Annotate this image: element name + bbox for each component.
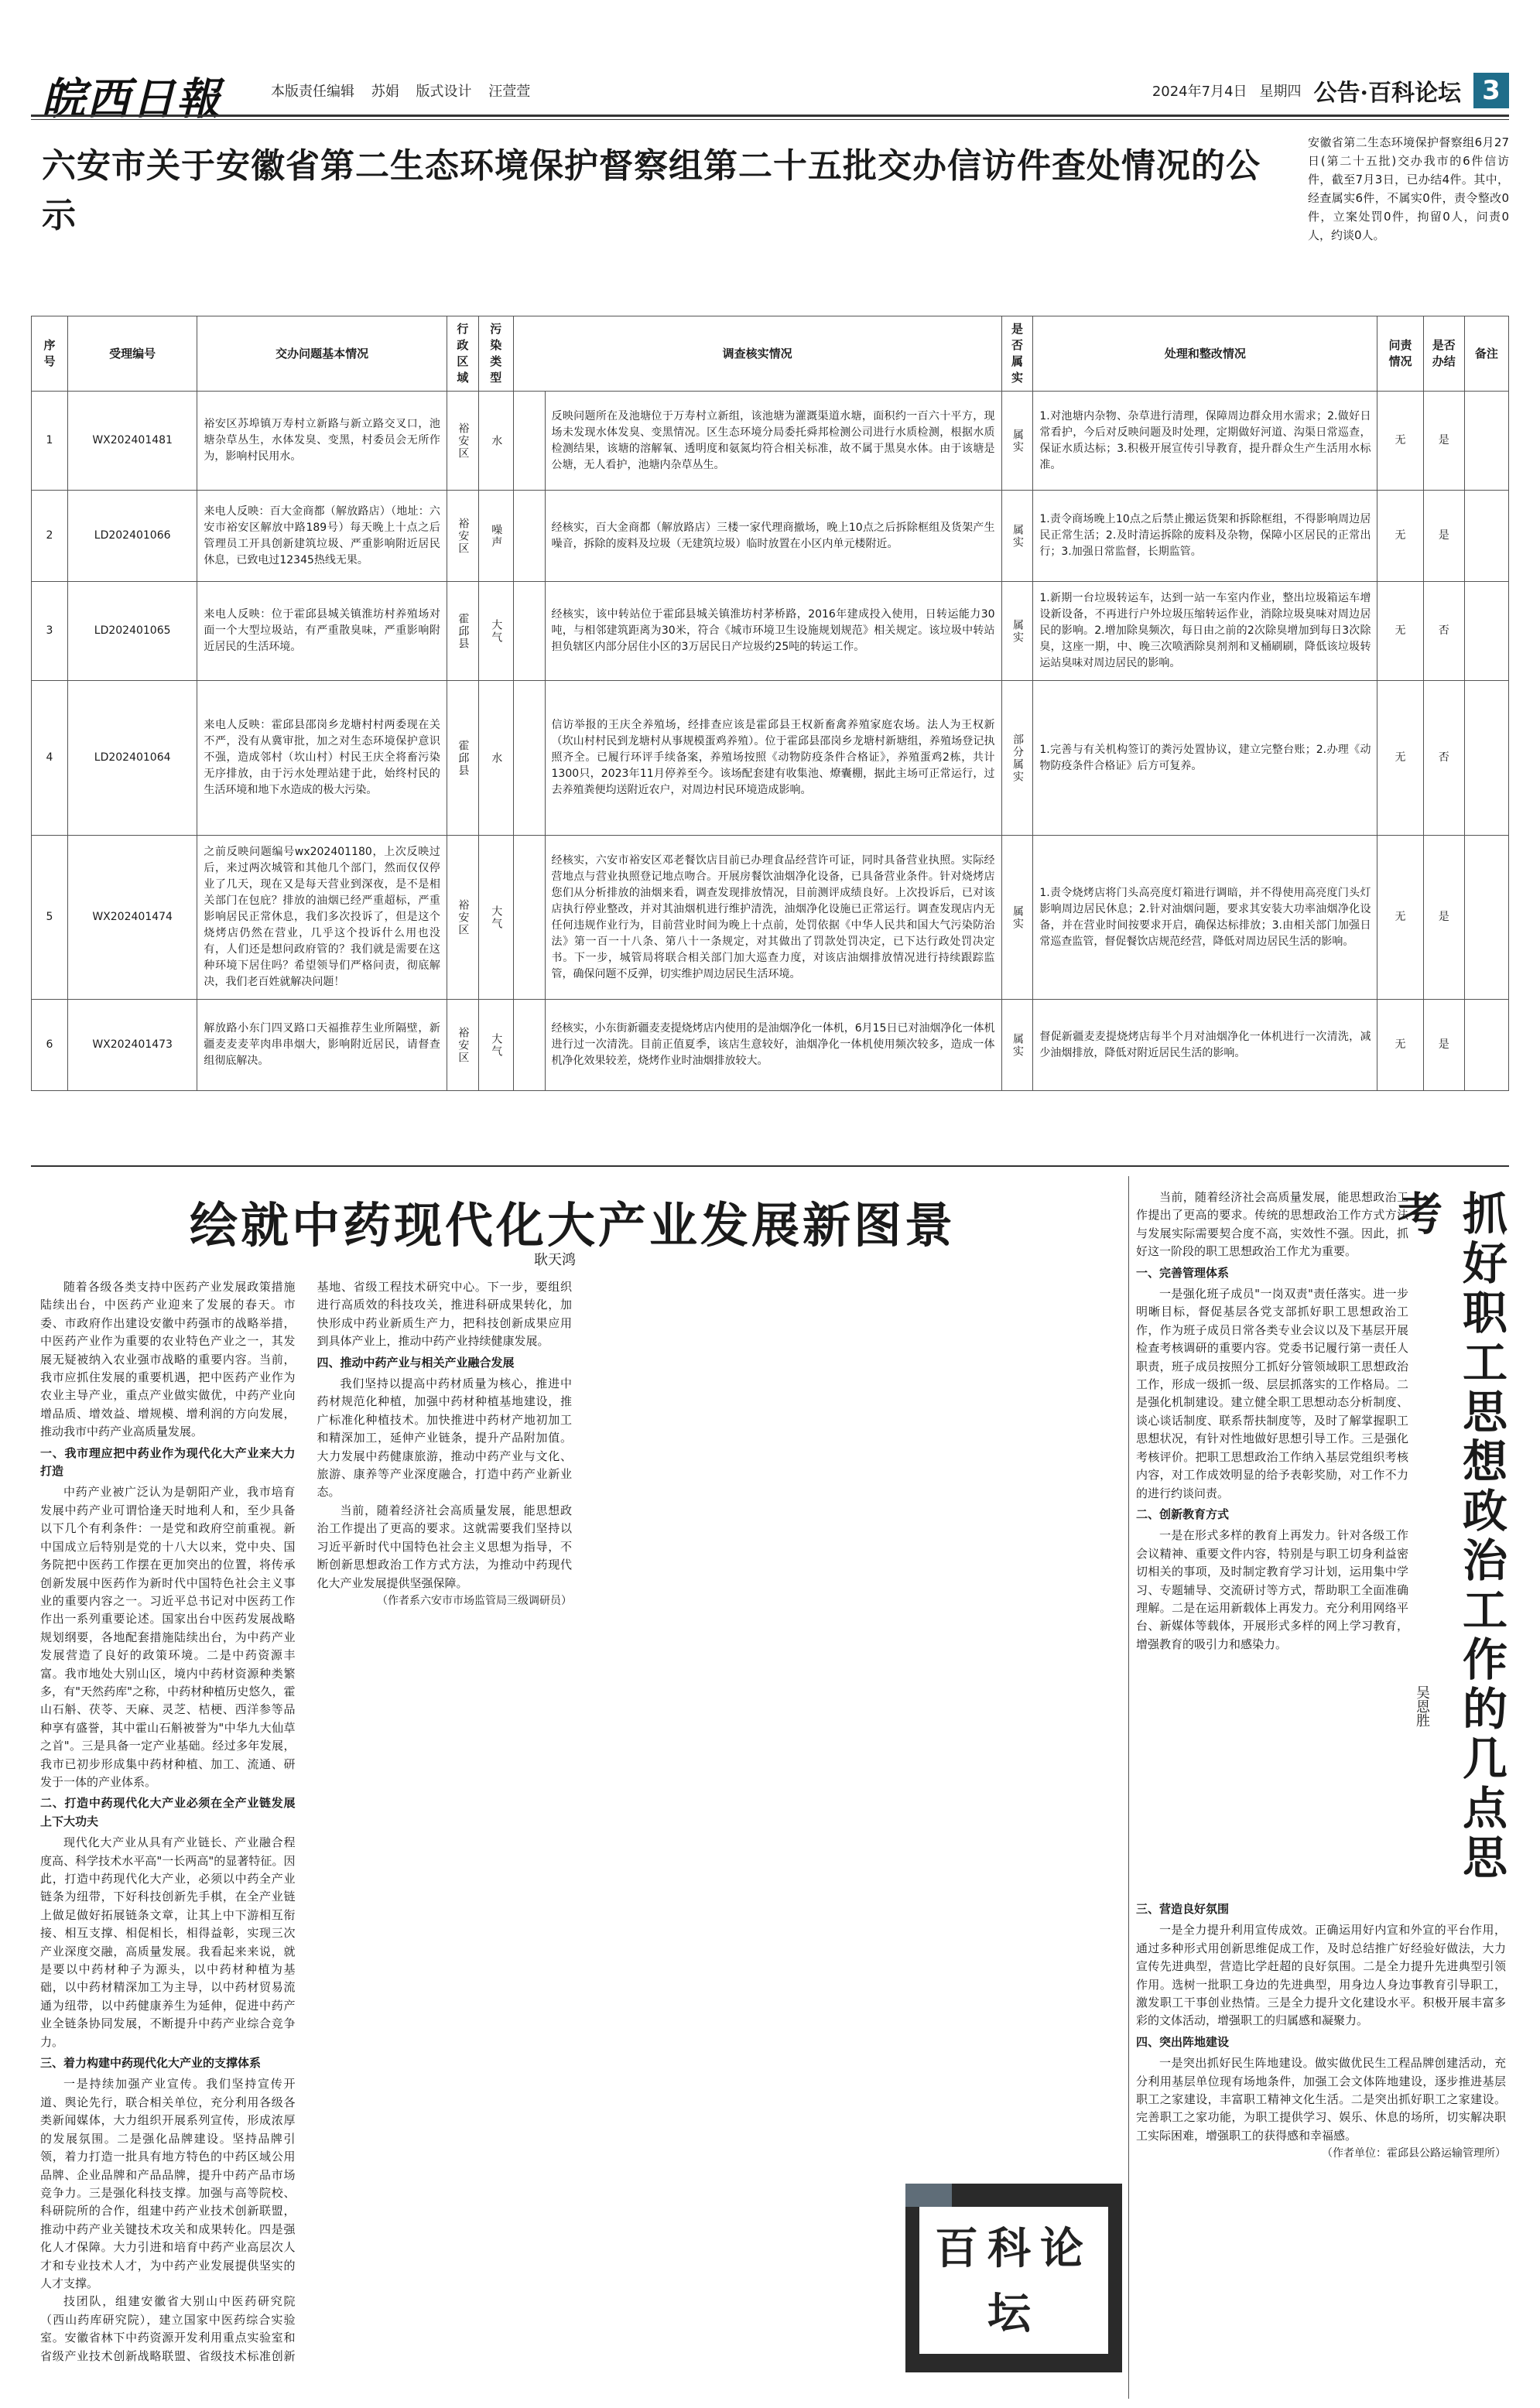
blank-cell (513, 392, 545, 491)
badge-label: 百科论坛 (919, 2207, 1108, 2354)
col-header: 问责情况 (1377, 316, 1423, 392)
col-header: 处理和整改情况 (1033, 316, 1377, 392)
accountability-cell: 无 (1377, 582, 1423, 681)
article-headline-vertical: 抓好职工思想政治工作的几点思考 (1390, 1190, 1507, 1883)
article-subheading: 三、营造良好氛围 (1136, 1902, 1230, 1916)
tracking-code: WX202401473 (67, 1000, 197, 1091)
investigation-text: 经核实，百大金商都（解放路店）三楼一家代理商撤场，晚上10点之后拆除框组及货架产生噪音，拆除的废料及垃圾（无建筑垃圾）临时放置在小区内单元楼附近。 (545, 491, 1001, 582)
issue-description: 来电人反映：百大金商都（解放路店）（地址：六安市裕安区解放中路189号）每天晚上十点之后管理员工开具创新建筑垃圾、严重影响附近居民休息，已致电过12345热线无果。 (197, 491, 447, 582)
notice-title: 六安市关于安徽省第二生态环境保护督察组第二十五批交办信访件查处情况的公示 (42, 146, 1261, 235)
notice-intro: 安徽省第二生态环境保护督察组6月27日(第二十五批)交办我市的6件信访件，截至7月3日，已办结4件。其中，经查属实6件，不属实0件，责令整改0件，立案处罚0件，拘留0人，问责0人，约谈0人。 (1308, 135, 1509, 242)
article-headline: 绘就中药现代化大产业发展新图景 (189, 1197, 956, 1254)
action-text: 1.对池塘内杂物、杂草进行清理，保障周边群众用水需求；2.做好日常看护，今后对反映问题及时处理，定期做好河道、沟渠日常巡查，保证水质达标；3.积极开展宣传引导教育，提升群众生产生活用水标准。 (1033, 392, 1377, 491)
issue-date: 2024年7月4日 (1152, 84, 1247, 100)
investigation-text: 经核实，六安市裕安区邓老餐饮店目前已办理食品经营许可证，同时具备营业执照。实际经营地点与营业执照登记地点吻合。开展房餐饮油烟净化设备，已具备营业条件。针对烧烤店您们从分析排放的油烟来看，调查发现排放情况，目前测评成绩良好。上次投诉后，已对该店执行停业整改，并对其油烟机进行维护清洗，油烟净化设施已正常运行。调查发现店内无任何违规作业行为，目前营业时间为晚上十点前，处罚依据《中华人民共和国大气污染防治法》第一百一十八条、第八十一条规定，对其做出了罚款处罚决定，已下达行政处罚决定书。下一步，城管局将联合相关部门加大巡查力度，对该店油烟排放情况进行持续跟踪监管，确保问题不反弹，切实维护周边居民生活环境。 (545, 836, 1001, 1000)
article-author: 耿天鸿 (534, 1252, 576, 1268)
investigation-text: 信访举报的王庆全养殖场，经排查应该是霍邱县王权新畜禽养殖家庭农场。法人为王权新（坎山村村民到龙塘村从事规模蛋鸡养殖）。位于霍邱县邵岗乡龙塘村新塘组，养殖场登记执照齐全。已履行环评手续备案，养殖场按照《动物防疫条件合格证》，养殖蛋鸡2栋，共计1300只，2023年11月停养至今。该场配套建有收集池、燎囊棚，据此主场可正常运行，过去养殖粪便均送附近农户，对周边村民环境造成影响。 (545, 681, 1001, 836)
completed-cell: 否 (1423, 681, 1464, 836)
newspaper-logo: 皖西日報 (42, 74, 221, 125)
table-row (32, 1000, 1509, 1091)
masthead-rule (31, 115, 1509, 120)
page-number-badge: 3 (1473, 73, 1509, 108)
verified-flag: 属实 (1001, 582, 1033, 681)
pollution-type: 大气 (478, 582, 513, 681)
article-subheading: 三、着力构建中药现代化大产业的支撑体系 (40, 2056, 262, 2071)
page-header-right (1152, 73, 1509, 108)
accountability-cell: 无 (1377, 491, 1423, 582)
pollution-type: 水 (478, 392, 513, 491)
complaint-table (31, 316, 1509, 1091)
article-body-bottom (1136, 1897, 1506, 2163)
article-paragraph: 一是强化班子成员"一岗双责"责任落实。进一步明晰目标，督促基层各党支部抓好职工思想政治工作，作为班子成员日常各类专业会议以及下基层开展检查考核调研的重要内容。党委书记履行第一责任人职责，班子成员按照分工抓好分管领域职工思想政治工作，形成一级抓一级、层层抓落实的工作格局。二是强化机制建设。建立健全职工思想动态分析制度、谈心谈话制度、联系帮扶制度等，及时了解掌握职工思想状况，有针对性地做好思想引导工作。三是强化考核评价。把职工思想政治工作纳入基层党组织考核内容，对工作成效明显的给予表彰奖励，对工作不力的进行约谈问责。 (1136, 1287, 1408, 1500)
remark-cell (1464, 836, 1508, 1000)
accountability-cell: 无 (1377, 836, 1423, 1000)
action-text: 督促新疆麦麦提烧烤店每半个月对油烟净化一体机进行一次清洗，减少油烟排放，降低对附近居民生活的影响。 (1033, 1000, 1377, 1091)
table-header-row (32, 316, 1509, 392)
column-divider (1128, 1176, 1129, 2399)
article-subheading: 四、推动中药产业与相关产业融合发展 (317, 1355, 515, 1370)
article-subheading: 二、打造中药现代化大产业必须在全产业链发展上下大功夫 (40, 1796, 296, 1828)
col-header: 交办问题基本情况 (197, 316, 447, 392)
article-byline: （作者单位：霍邱县公路运输管理所） (1322, 2147, 1506, 2160)
pollution-type: 水 (478, 681, 513, 836)
issue-weekday: 星期四 (1259, 84, 1302, 100)
article-paragraph: 当前，随着经济社会高质量发展，能思想政治工作提出了更高的要求。这就需要我们坚持以习近平新时代中国特色社会主义思想为指导，不断创新思想政治工作方式方法，为推动中药现代化大产业发展提供坚强保障。 (317, 1503, 572, 1590)
remark-cell (1464, 681, 1508, 836)
article-paragraph: 当前，随着经济社会高质量发展，能思想政治工作提出了更高的要求。传统的思想政治工作方式方法与发展实际需要契合度不高，实效性不强。因此，抓好这一阶段的职工思想政治工作尤为重要。 (1136, 1190, 1408, 1259)
col-header: 是否办结 (1423, 316, 1464, 392)
region-cell: 霍邱县 (447, 582, 478, 681)
completed-cell: 是 (1423, 491, 1464, 582)
verified-flag: 属实 (1001, 1000, 1033, 1091)
verified-flag: 属实 (1001, 392, 1033, 491)
article-paragraph: 一是持续加强产业宣传。我们坚持宣传开道、舆论先行，联合相关单位，充分利用各级各类新闻媒体，大力组织开展系列宣传，形成浓厚的发展氛围。二是强化品牌建设。坚持品牌引领，着力打造一批具有地方特色的中药区域公用品牌、企业品牌和产品品牌，提升中药产品市场竞争力。三是强化科技支撑。加强与高等院校、科研院所的合作，组建中药产业技术创新联盟，推动中药产业关键技术攻关和成果转化。四是强化人才保障。大力引进和培育中药产业高层次人才和专业技术人才，为中药产业发展提供坚实的人才支撑。 (40, 2077, 296, 2290)
remark-cell (1464, 1000, 1508, 1091)
tracking-code: LD202401066 (67, 491, 197, 582)
badge-corner (905, 2184, 952, 2207)
accountability-cell: 无 (1377, 1000, 1423, 1091)
issue-description: 之前反映问题编号wx202401180，上次反映过后，来过两次城管和其他几个部门，然而仅仅停业了几天，现在又是每天营业到深夜，是不是相关部门在包庇？排放的油烟已经严重超标，严重影响居民正常休息，我们多次投诉了，但是这个烧烤店仍然在营业，几乎这个投诉什么用也没有，人们还是想问政府管的？我们就是需要在这种环境下居住吗？希望领导们严格问责，彻底解决，我们老百姓就解决问题！ (197, 836, 447, 1000)
row-number: 4 (32, 681, 68, 836)
article-paragraph: 中药产业被广泛认为是朝阳产业，我市培育发展中药产业可谓恰逢天时地利人和，至少具备以下几个有利条件：一是党和政府空前重视。新中国成立后特别是党的十八大以来，党中央、国务院把中医药工作摆在更加突出的位置，将传承创新发展中医药作为新时代中国特色社会主义事业的重要内容之一。习近平总书记对中医药工作作出一系列重要论述。国家出台中医药发展战略规划纲要，各地配套措施陆续出台，为中药产业发展营造了良好的政策环境。二是中药资源丰富。我市地处大别山区，境内中药材资源种类繁多，有"天然药库"之称，中药材种植历史悠久，霍山石斛、茯苓、天麻、灵芝、桔梗、西洋参等品种享有盛誉，其中霍山石斛被誉为"中华九大仙草之首"。三是具备一定产业基础。经过多年发展，我市已初步形成集中药材种植、加工、流通、研发于一体的产业体系。 (40, 1485, 296, 1789)
tracking-code: LD202401064 (67, 681, 197, 836)
table-row (32, 836, 1509, 1000)
row-number: 6 (32, 1000, 68, 1091)
completed-cell: 是 (1423, 836, 1464, 1000)
issue-description: 来电人反映：位于霍邱县城关镇淮坊村养殖场对面一个大型垃圾站，有严重散臭味，严重影响附近居民的生活环境。 (197, 582, 447, 681)
region-cell: 霍邱县 (447, 681, 478, 836)
col-header: 备注 (1464, 316, 1508, 392)
issue-description: 裕安区苏埠镇万寿村立新路与新立路交叉口，池塘杂草丛生，水体发臭、变黑，村委员会无所作为，影响村民用水。 (197, 392, 447, 491)
remark-cell (1464, 582, 1508, 681)
completed-cell: 否 (1423, 582, 1464, 681)
article-paragraph: 我们坚持以提高中药材质量为核心，推进中药材规范化种植，加强中药材种植基地建设，推广标准化种植技术。加快推进中药材产地初加工和精深加工，延伸产业链条，提升产品附加值。大力发展中药健康旅游，推动中药产业与文化、旅游、康养等产业深度融合，打造中药产业新业态。 (317, 1377, 572, 1500)
investigation-text: 经核实，该中转站位于霍邱县城关镇淮坊村茅桥路，2016年建成投入使用，日转运能力30吨，与相邻建筑距离为30米，符合《城市环境卫生设施规划规范》相关规定。该垃圾中转站担负辖区内部分居住小区的3万居民日产垃圾约25吨的转运工作。 (545, 582, 1001, 681)
tracking-code: WX202401474 (67, 836, 197, 1000)
blank-cell (513, 491, 545, 582)
article-paragraph: 一是在形式多样的教育上再发力。针对各级工作会议精神、重要文件内容，特别是与职工切身利益密切相关的事项，及时制定教育学习计划，运用集中学习、专题辅导、交流研讨等方式，帮助职工全面准确理解。二是在运用新载体上再发力。充分利用网络平台、新媒体等载体，开展形式多样的网上学习教育，增强教育的吸引力和感染力。 (1136, 1528, 1408, 1651)
row-number: 2 (32, 491, 68, 582)
tracking-code: LD202401065 (67, 582, 197, 681)
blank-cell (513, 1000, 545, 1091)
section-title: 公告·百科论坛 (1313, 80, 1461, 107)
accountability-cell: 无 (1377, 681, 1423, 836)
remark-cell (1464, 491, 1508, 582)
article-subheading: 二、创新教育方式 (1136, 1507, 1230, 1521)
article-paragraph: 一是突出抓好民生阵地建设。做实做优民生工程品牌创建活动，充分利用基层单位现有场地条件，加强工会文体阵地建设，逐步推进基层职工之家建设，丰富职工精神文化生活。二是突出抓好职工之家建设。完善职工之家功能，为职工提供学习、娱乐、休息的场所，切实解决职工实际困难，增强职工的获得感和幸福感。 (1136, 2056, 1506, 2143)
remark-cell (1464, 392, 1508, 491)
row-number: 1 (32, 392, 68, 491)
article-subheading: 一、我市理应把中药业作为现代化大产业来大力打造 (40, 1445, 296, 1479)
row-number: 3 (32, 582, 68, 681)
col-header: 行政区域 (447, 316, 478, 392)
pollution-type: 大气 (478, 836, 513, 1000)
region-cell: 裕安区 (447, 836, 478, 1000)
article-subheading: 一、完善管理体系 (1136, 1265, 1230, 1280)
article-paragraph: 现代化大产业从具有产业链长、产业融合程度高、科学技术水平高"一长两高"的显著特征。因此，打造中药现代化大产业，必须以中药全产业链条为纽带，下好科技创新先手棋，在全产业链上做足做好拓展链条文章，让其上中下游相互衔接、相互支撑、相促相长，相得益彰，实现三次产业深度交融，高质量发展。我看起来来说，就是要以中药材种子为源头，以中药材种植为基础，以中药材精深加工为主导，以中药材贸易流通为纽带，以中药健康养生为延伸，促进中药产业全链条协同发展，不断提升中药产业综合竞争力。 (40, 1835, 296, 2049)
region-cell: 裕安区 (447, 392, 478, 491)
article-subheading: 四、突出阵地建设 (1136, 2034, 1230, 2049)
article-paragraph: 随着各级各类支持中医药产业发展政策措施陆续出台，中医药产业迎来了发展的春天。市委、市政府作出建设安徽中药强市的战略举措，中医药产业作为重要的农业特色产业之一，其发展无疑被纳入农业强市战略的重要内容。当前，我市应抓住发展的重要机遇，把中医药产业作为农业主导产业，重点产业做实做优，中药产业向增品质、增效益、增规模、增利润的方向发展，推动我市中药产业高质量发展。 (40, 1280, 296, 1439)
article-paragraph: 一是全力提升利用宣传成效。正确运用好内宣和外宣的平台作用，通过多种形式用创新思维促成工作，及时总结推广好经验好做法，大力宣传先进典型，营造比学赶超的良好氛围。二是全力提升先进典型引领作用。选树一批职工身边的先进典型，用身边人身边事教育引导职工，激发职工干事创业热情。三是全力提升文化建设水平。积极开展丰富多彩的文体活动，增强职工的归属感和凝聚力。 (1136, 1923, 1506, 2028)
editor-name: 苏娟 (371, 84, 399, 100)
col-header: 受理编号 (67, 316, 197, 392)
completed-cell: 是 (1423, 392, 1464, 491)
region-cell: 裕安区 (447, 1000, 478, 1091)
designer-name: 汪萱萱 (488, 84, 531, 100)
pollution-type: 大气 (478, 1000, 513, 1091)
blank-cell (513, 681, 545, 836)
verified-flag: 部分属实 (1001, 681, 1033, 836)
table-row (32, 582, 1509, 681)
editor-label: 本版责任编辑 (271, 84, 354, 100)
table-row (32, 681, 1509, 836)
investigation-text: 经核实，小东街新疆麦麦提烧烤店内使用的是油烟净化一体机，6月15日已对油烟净化一体机进行过一次清洗。目前正值夏季，该店生意较好，油烟净化一体机使用频次较多，造成一体机净化效果较差，烧烤作业时油烟排放较大。 (545, 1000, 1001, 1091)
blank-cell (513, 582, 545, 681)
designer-label: 版式设计 (416, 84, 472, 100)
issue-description: 解放路小东门四叉路口天福推荐生业所隔壁，新疆麦麦麦苹肉串串烟大，影响附近居民，请督查组彻底解决。 (197, 1000, 447, 1091)
pollution-type: 噪声 (478, 491, 513, 582)
action-text: 1.完善与有关机构签订的粪污处置协议，建立完整台账；2.办理《动物防疫条件合格证》后方可复养。 (1033, 681, 1377, 836)
section-divider (31, 1165, 1509, 1167)
page-credits (271, 80, 542, 101)
action-text: 1.新期一台垃圾转运车，达到一站一车室内作业，整出垃圾箱运车增设新设备，不再进行户外垃圾压缩转运作业，消除垃圾臭味对周边居民的影响。2.增加除臭频次，每日由之前的2次除臭增加到每日3次除臭，这座一期，中、晚三次喷洒除臭剂剂和叉桶刷刷，降低该垃圾转运站臭味对周边居民的影响。 (1033, 582, 1377, 681)
col-header: 序号 (32, 316, 68, 392)
col-header: 是否属实 (1001, 316, 1033, 392)
table-row (32, 491, 1509, 582)
action-text: 1.责令烧烤店将门头高亮度灯箱进行调暗，并不得使用高亮度门头灯影响周边居民休息；2.针对油烟问题，要求其安装大功率油烟净化设备，并在营业时间按要求开启，确保达标排放；3.由相关部门加强日常巡查监管，督促餐饮店规范经营，降低对周边居民生活的影响。 (1033, 836, 1377, 1000)
investigation-text: 反映问题所在及池塘位于万寿村立新组，该池塘为灌溉渠道水塘，面积约一百六十平方，现场未发现水体发臭、变黑情况。区生态环境分局委托舜邦检测公司进行水质检测，根据水质检测结果，该塘的溶解氧、透明度和氨氮均符合相关标准，故不属于黑臭水体。由于该塘是公塘，无人看护，池塘内杂草丛生。 (545, 392, 1001, 491)
accountability-cell: 无 (1377, 392, 1423, 491)
article-body-top (1136, 1189, 1408, 1654)
action-text: 1.责令商场晚上10点之后禁止搬运货架和拆除框组，不得影响周边居民正常生活；2.及时清运拆除的废料及杂物，保障小区居民的正常出行；3.加强日常监督，长期监管。 (1033, 491, 1377, 582)
col-header: 调查核实情况 (513, 316, 1001, 392)
verified-flag: 属实 (1001, 836, 1033, 1000)
article-author: 吴恩胜 (1414, 1685, 1430, 1727)
table-row (32, 392, 1509, 491)
issue-description: 来电人反映：霍邱县邵岗乡龙塘村村两委现在关不严，没有从冀审批，加之对生态环境保护意识不强，造成邻村（坎山村）村民王庆全将畜污染无序排放，由于污水处理站建于此，始终村民的生活环境和地下水造成的极大污染。 (197, 681, 447, 836)
column-badge (905, 2184, 1122, 2372)
row-number: 5 (32, 836, 68, 1000)
article-paragraph: 技团队，组建安徽省大别山中医药研究院（西山药库研究院），建立国家中医药综合实验室。安徽省林下中药资源开发利用重点实验室和省级产业技术创新战略联盟、省级技术标准创新基地、省级工程技术研究中心。下一步，要组织进行高质效的科技攻关，推进科研成果转化，加快形成中药业新质生产力，把科技创新成果应用到具体产业上，推动中药产业持续健康发展。 (40, 1280, 572, 2363)
completed-cell: 是 (1423, 1000, 1464, 1091)
region-cell: 裕安区 (447, 491, 478, 582)
blank-cell (513, 836, 545, 1000)
verified-flag: 属实 (1001, 491, 1033, 582)
tracking-code: WX202401481 (67, 392, 197, 491)
col-header: 污染类型 (478, 316, 513, 392)
masthead (0, 0, 1540, 125)
article-byline: （作者系六安市市场监管局三级调研员） (377, 1594, 572, 1607)
